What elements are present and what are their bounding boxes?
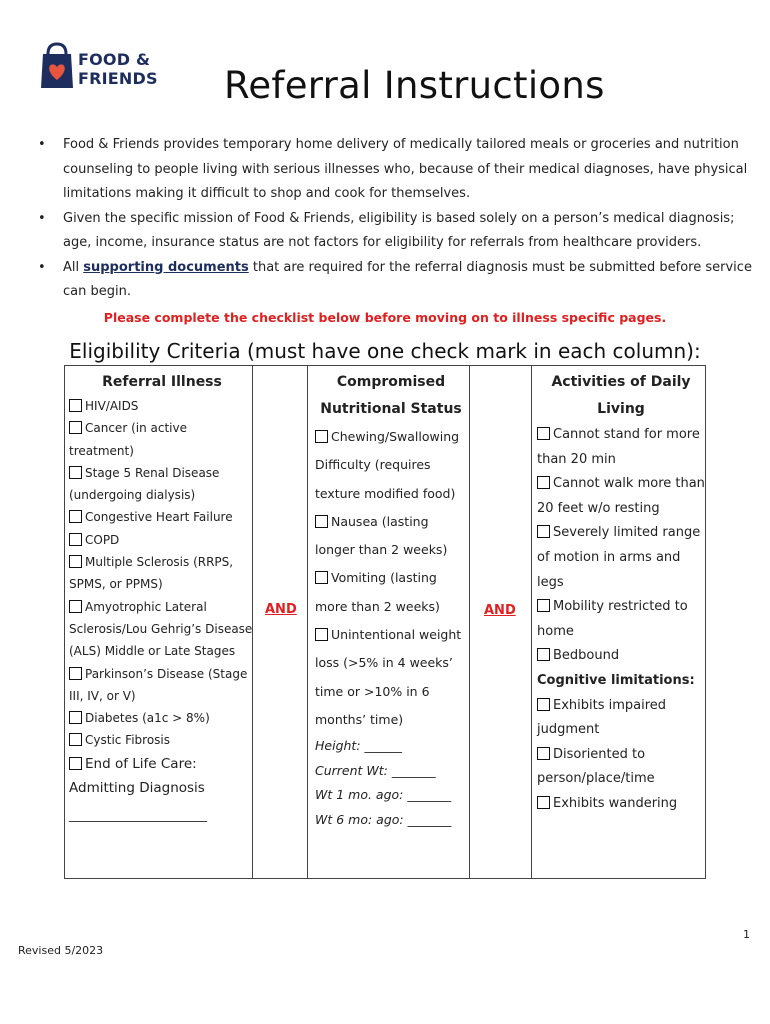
bullet-item xyxy=(38,256,758,305)
bullet-item xyxy=(38,207,758,256)
illness-item[interactable]: Stage 5 Renal Disease (undergoing dialysis) xyxy=(69,465,220,503)
illness-item[interactable]: Amyotrophic Lateral Sclerosis/Lou Gehrig’s Disease (ALS) Middle or Late Stages xyxy=(69,599,253,659)
food-and-friends-logo xyxy=(40,38,170,94)
illness-item[interactable]: Congestive Heart Failure xyxy=(69,506,255,528)
adl-item[interactable]: Bedbound xyxy=(537,644,705,669)
cognitive-item[interactable]: Disoriented to person/place/time xyxy=(537,746,655,787)
adl-item[interactable]: Cannot walk more than 20 feet w/o resting xyxy=(537,476,705,516)
checkbox[interactable] xyxy=(69,510,82,523)
logo-line-1: FOOD & xyxy=(78,50,151,69)
nutrition-item[interactable]: Unintentional weight loss (>5% in 4 weeks’ time or >10% in 6 months’ time) xyxy=(315,627,462,727)
bullet-text-pre: All xyxy=(63,259,84,275)
intro-bullet-list xyxy=(38,133,758,305)
column-header: Referral Illness xyxy=(102,374,222,390)
diagnosis-blank[interactable]: _______________________ xyxy=(69,807,207,822)
checkbox[interactable] xyxy=(69,555,82,568)
and-label: AND xyxy=(484,603,516,618)
daily-living-column xyxy=(537,366,705,817)
checklist-note: Please complete the checklist below before moving on to illness specific pages. xyxy=(103,310,667,325)
weight-6-month-field[interactable]: Wt 6 mo: ago: _______ xyxy=(315,811,452,827)
illness-item[interactable]: HIV/AIDS xyxy=(69,395,255,417)
page-title: Referral Instructions xyxy=(224,64,605,107)
current-weight-field[interactable]: Current Wt: _______ xyxy=(315,762,436,778)
illness-item[interactable]: Cancer (in active treatment) xyxy=(69,421,187,458)
cognitive-limitations-heading: Cognitive limitations: xyxy=(537,672,695,688)
nutrition-item[interactable]: Vomiting (lasting more than 2 weeks) xyxy=(315,570,440,614)
illness-item[interactable]: COPD xyxy=(69,529,255,551)
checkbox[interactable] xyxy=(537,698,550,711)
column-divider xyxy=(531,366,532,878)
checkbox[interactable] xyxy=(69,711,82,724)
checkbox[interactable] xyxy=(537,525,550,538)
checkbox[interactable] xyxy=(69,667,82,680)
checkbox[interactable] xyxy=(315,430,328,443)
illness-item[interactable]: Cystic Fibrosis xyxy=(69,729,255,751)
illness-item[interactable]: Parkinson’s Disease (Stage III, IV, or V) xyxy=(69,666,248,703)
adl-item[interactable]: Cannot stand for more than 20 min xyxy=(537,427,700,467)
referral-illness-column xyxy=(69,366,255,829)
illness-item[interactable]: Diabetes (a1c > 8%) xyxy=(69,707,255,729)
checkbox[interactable] xyxy=(537,747,550,760)
checkbox[interactable] xyxy=(537,796,550,809)
column-divider xyxy=(469,366,470,878)
checkbox[interactable] xyxy=(69,757,82,770)
bullet-text-post: that are required for the referral diagnosis must be submitted before service can begin. xyxy=(63,259,752,299)
checkbox[interactable] xyxy=(315,628,328,641)
checkbox[interactable] xyxy=(537,599,550,612)
supporting-documents-link[interactable]: supporting documents xyxy=(83,259,249,275)
checkbox[interactable] xyxy=(69,421,82,434)
logo-text xyxy=(78,50,158,88)
bullet-item xyxy=(38,133,758,207)
checkbox[interactable] xyxy=(537,476,550,489)
cognitive-item[interactable]: Exhibits impaired judgment xyxy=(537,697,667,738)
checkbox[interactable] xyxy=(537,648,550,661)
eligibility-table xyxy=(64,365,706,879)
revision-date: Revised 5/2023 xyxy=(18,944,104,957)
cognitive-item[interactable]: Exhibits wandering xyxy=(537,792,705,817)
checkbox[interactable] xyxy=(537,427,550,440)
column-header: Compromised Nutritional Status xyxy=(320,374,462,417)
height-field[interactable]: Height: ______ xyxy=(315,738,403,754)
checkbox[interactable] xyxy=(69,533,82,546)
illness-item[interactable]: End of Life Care: Admitting Diagnosis xyxy=(69,755,205,797)
checkbox[interactable] xyxy=(69,399,82,412)
eligibility-title: Eligibility Criteria (must have one check mark in each column): xyxy=(69,339,701,363)
column-divider xyxy=(307,366,308,878)
shopping-bag-heart-icon xyxy=(40,38,74,94)
illness-item[interactable]: Multiple Sclerosis (RRPS, SPMS, or PPMS) xyxy=(69,555,234,592)
checkbox[interactable] xyxy=(69,600,82,613)
bullet-text: Given the specific mission of Food & Friends, eligibility is based solely on a person’s medical diagnosis; age, income, insurance status are not factors for eligibility for referrals from healthcare providers. xyxy=(63,210,735,250)
adl-item[interactable]: Mobility restricted to home xyxy=(537,599,688,639)
page-number: 1 xyxy=(743,928,750,941)
nutritional-status-column xyxy=(315,366,467,832)
adl-item[interactable]: Severely limited range of motion in arms and legs xyxy=(537,525,701,590)
bullet-text: Food & Friends provides temporary home delivery of medically tailored meals or groceries and nutrition counseling to people living with serious illnesses who, because of their medical diagnoses, have physical limitations making it difficult to shop and cook for themselves. xyxy=(63,137,748,201)
checkbox[interactable] xyxy=(315,571,328,584)
checkbox[interactable] xyxy=(315,515,328,528)
weight-1-month-field[interactable]: Wt 1 mo. ago: _______ xyxy=(315,787,452,803)
and-label: AND xyxy=(265,602,297,617)
column-header: Activities of Daily Living xyxy=(551,374,691,417)
checkbox[interactable] xyxy=(69,466,82,479)
checkbox[interactable] xyxy=(69,733,82,746)
nutrition-item[interactable]: Chewing/Swallowing Difficulty (requires texture modified food) xyxy=(315,429,460,501)
logo-line-2: FRIENDS xyxy=(78,69,158,88)
nutrition-item[interactable]: Nausea (lasting longer than 2 weeks) xyxy=(315,513,448,558)
